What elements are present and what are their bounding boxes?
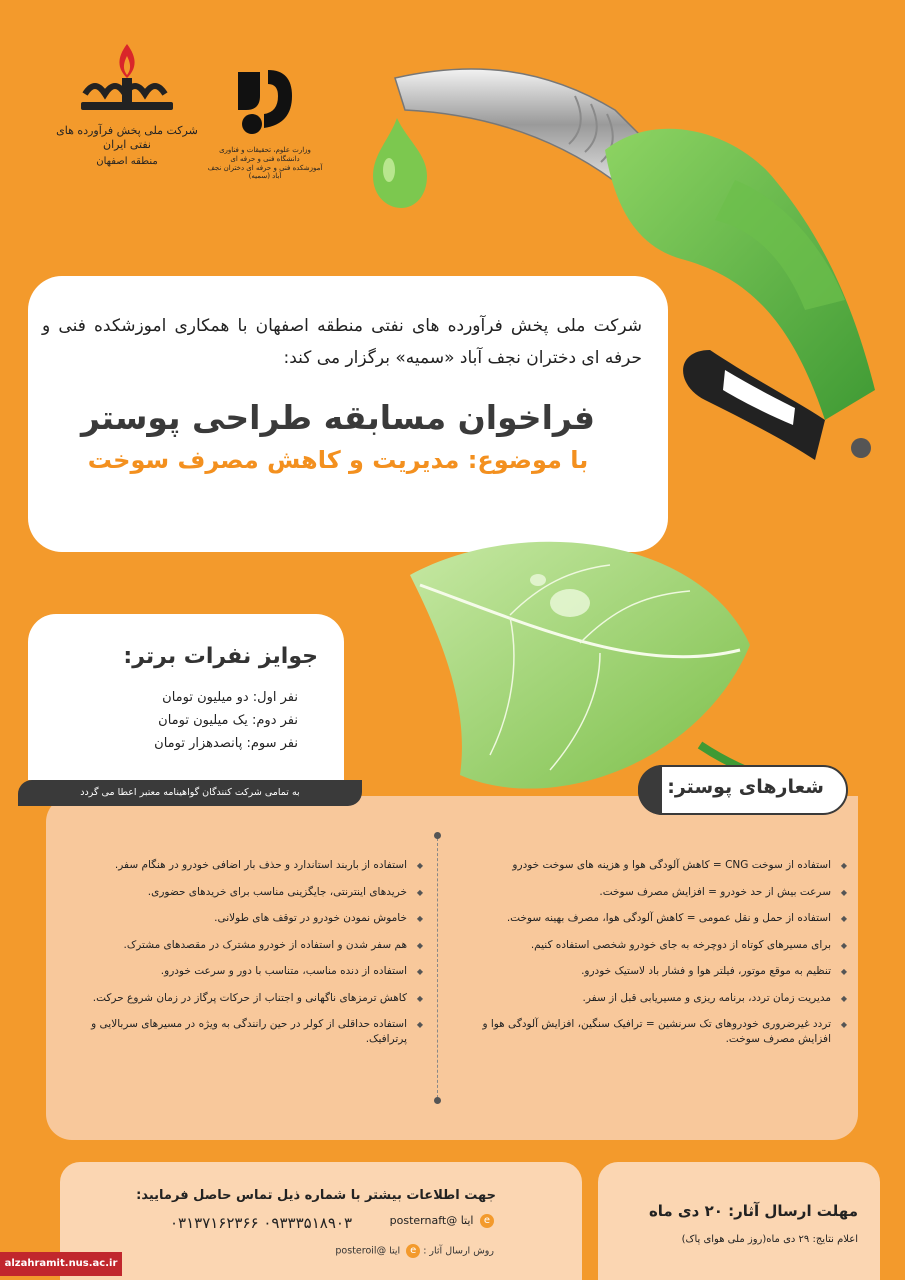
eitaa-handle — [390, 1214, 494, 1228]
list-item: ◆ استفاده از دنده مناسب، متناسب با دور و سرعت خودرو. — [53, 964, 423, 979]
list-item: ◆ استفاده از سوخت CNG = کاهش آلودگی هوا و هزینه های سوخت خودرو — [467, 858, 847, 873]
contact-card — [60, 1162, 582, 1280]
list-item: ◆ خریدهای اینترنتی، جایگزینی مناسب برای خریدهای حضوری. — [53, 885, 423, 900]
list-item: ◆ تنظیم به موقع موتور، فیلتر هوا و فشار باد لاستیک خودرو. — [467, 964, 847, 979]
prize-third: نفر سوم: پانصدهزار تومان — [154, 736, 298, 751]
intro-card — [28, 276, 668, 552]
site-domain-badge[interactable]: alzahramit.nus.ac.ir — [0, 1252, 122, 1276]
page-title: فراخوان مسابقه طراحی پوستر — [80, 398, 596, 437]
slogans-title: شعارهای پوستر: — [667, 776, 824, 798]
slogans-left-column — [53, 858, 423, 1059]
nioc-logo — [52, 40, 202, 167]
intro-text: شرکت ملی پخش فرآورده های نفتی منطقه اصفهان با همکاری اموزشکده فنی و حرفه ای دختران نجف آباد «سمیه» برگزار می کند: — [42, 316, 642, 368]
send-label: روش ارسال آثار : — [423, 1245, 494, 1257]
eitaa-label: ایتا — [389, 1245, 401, 1257]
list-item: ◆ کاهش ترمزهای ناگهانی و اجتناب از حرکات پرگاز در زمان شروع حرکت. — [53, 991, 423, 1006]
certificate-note: به تمامی شرکت کنندگان گواهینامه معتبر اعطا می گردد — [18, 780, 362, 806]
school-name: آموزشکده فنی و حرفه ای دختران نجف آباد (سمیه) — [207, 163, 323, 181]
nioc-region: منطقه اصفهان — [96, 155, 158, 167]
submission-deadline: مهلت ارسال آثار: ۲۰ دی ماه — [648, 1202, 858, 1220]
university-name: دانشگاه فنی و حرفه ای — [230, 154, 300, 163]
list-item: ◆ هم سفر شدن و استفاده از خودرو مشترک در مقصدهای مشترک. — [53, 938, 423, 953]
eitaa-label: ایتا — [460, 1214, 474, 1227]
prizes-list — [154, 686, 298, 755]
flame-emblem-icon — [67, 40, 187, 120]
list-item: ◆ استفاده از باربند استاندارد و حذف بار اضافی خودرو در هنگام سفر. — [53, 858, 423, 873]
list-item: ◆ مدیریت زمان تردد، برنامه ریزی و مسیریابی قبل از سفر. — [467, 991, 847, 1006]
eitaa-icon: e — [406, 1244, 420, 1258]
send-id[interactable]: @posteroil — [335, 1245, 387, 1257]
contact-title: جهت اطلاعات بیشتر با شماره ذیل تماس حاصل فرمایید: — [136, 1188, 496, 1203]
list-item: ◆ استفاده از حمل و نقل عمومی = کاهش آلودگی هوا، مصرف بهینه سوخت. — [467, 911, 847, 926]
list-item: ◆ خاموش نمودن خودرو در توقف های طولانی. — [53, 911, 423, 926]
phone-numbers: ۰۹۳۳۳۵۱۸۹۰۳ ۰۳۱۳۷۱۶۲۳۶۶ — [169, 1214, 352, 1232]
prizes-card — [28, 614, 344, 780]
ministry-name: وزارت علوم، تحقیقات و فناوری — [219, 146, 311, 154]
send-method — [335, 1244, 494, 1258]
slogans-right-column — [467, 858, 847, 1059]
university-emblem-icon — [230, 62, 300, 142]
prizes-title: جوایز نفرات برتر: — [123, 644, 318, 669]
prize-first: نفر اول: دو میلیون تومان — [162, 690, 298, 705]
nioc-org-name: شرکت ملی پخش فرآورده های نفتی ایران — [56, 124, 198, 151]
topic-subtitle: با موضوع: مدیریت و کاهش مصرف سوخت — [87, 446, 589, 474]
eitaa-id[interactable]: @posternaft — [389, 1214, 458, 1227]
slogans-tab — [638, 765, 848, 815]
eitaa-icon: e — [480, 1214, 494, 1228]
column-divider — [437, 838, 438, 1098]
list-item: ◆ برای مسیرهای کوتاه از دوچرخه به جای خودرو شخصی استفاده کنیم. — [467, 938, 847, 953]
list-item: ◆ تردد غیرضروری خودروهای تک سرنشین = ترافیک سنگین، افزایش آلودگی هوا و افزایش مصرف سوخت. — [467, 1017, 847, 1047]
results-date: اعلام نتایج: ۲۹ دی ماه(روز ملی هوای پاک) — [681, 1234, 858, 1245]
prize-second: نفر دوم: یک میلیون تومان — [158, 713, 298, 728]
list-item: ◆ سرعت بیش از حد خودرو = افزایش مصرف سوخت. — [467, 885, 847, 900]
list-item: ◆ استفاده حداقلی از کولر در حین رانندگی به ویژه در مسیرهای سربالایی و پرترافیک. — [53, 1017, 423, 1047]
tvu-logo — [205, 62, 325, 181]
deadline-card — [598, 1162, 880, 1280]
